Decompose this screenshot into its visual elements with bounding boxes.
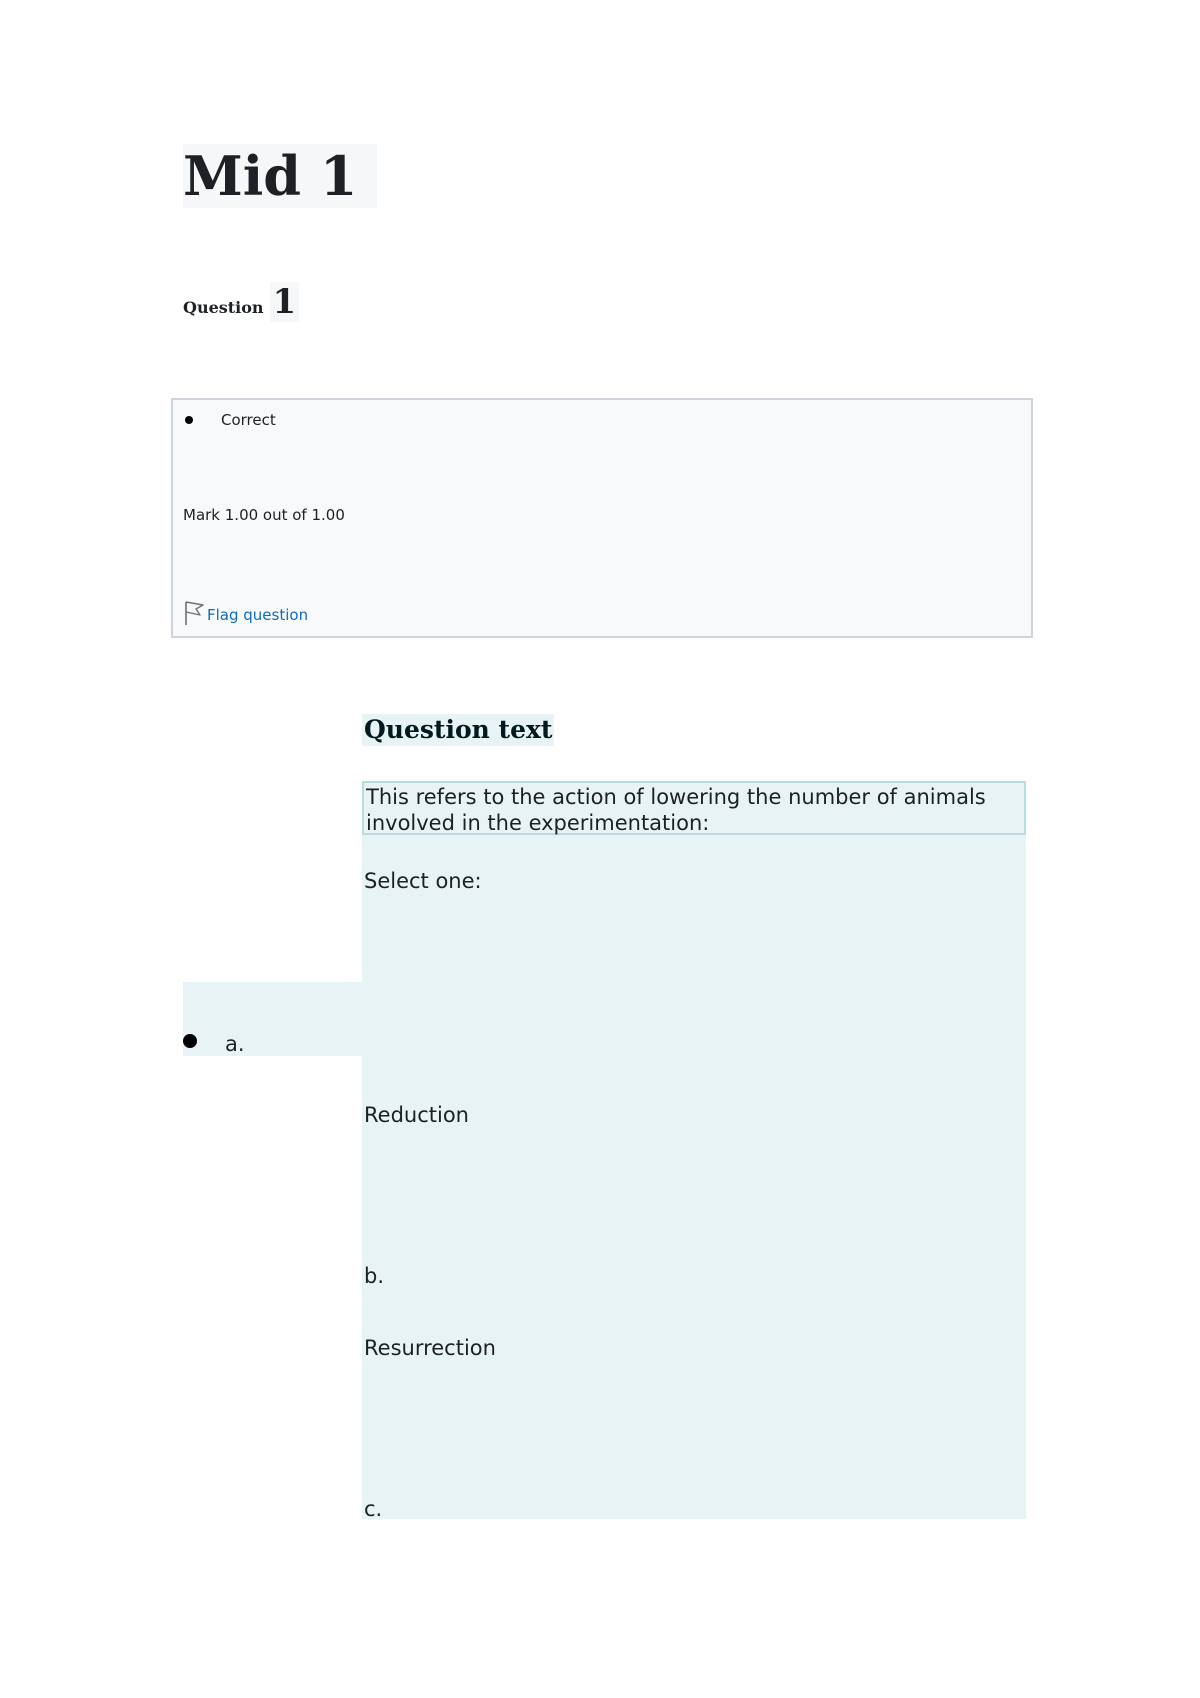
flag-icon[interactable] — [183, 600, 205, 626]
question-state-item — [183, 410, 276, 430]
answer-option-a-letter[interactable]: a. — [225, 1032, 245, 1056]
question-info-panel — [171, 398, 1033, 638]
select-one-prompt: Select one: — [364, 869, 482, 893]
page-title: Mid 1 — [183, 144, 377, 208]
bullet-icon — [185, 416, 193, 424]
question-text: This refers to the action of lowering the number of animals involved in the experimentation: — [362, 781, 1026, 835]
question-state: Correct — [221, 411, 276, 429]
question-label: Question — [183, 298, 264, 317]
flag-question-label[interactable]: Flag question — [207, 606, 309, 624]
flag-question-link[interactable] — [183, 600, 308, 626]
question-text-heading: Question text — [364, 715, 553, 744]
answer-bullet-icon — [183, 1034, 197, 1048]
answer-option-c-letter[interactable]: c. — [364, 1497, 383, 1521]
question-grade: Mark 1.00 out of 1.00 — [183, 506, 345, 524]
answer-option-a-highlight — [183, 982, 364, 1056]
answer-option-b-text[interactable]: Resurrection — [364, 1336, 496, 1360]
question-number-heading — [183, 282, 299, 322]
question-number: 1 — [270, 282, 300, 322]
answer-option-a-text[interactable]: Reduction — [364, 1103, 469, 1127]
answer-option-b-letter[interactable]: b. — [364, 1264, 385, 1288]
